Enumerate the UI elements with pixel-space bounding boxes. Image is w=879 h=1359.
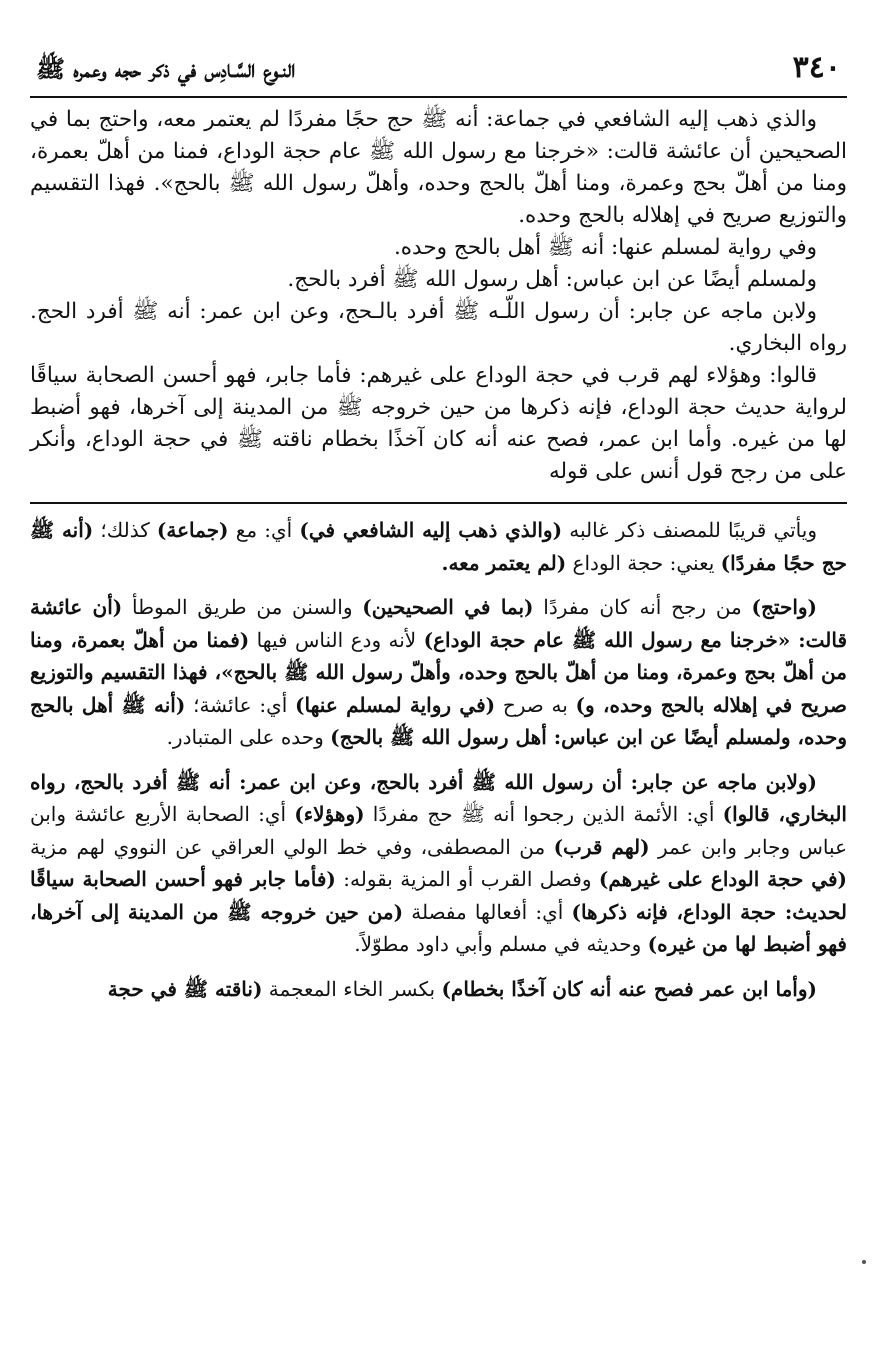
quoted-text: (وهؤلاء) [294,802,365,826]
main-paragraph: ولابن ماجه عن جابر: أن رسول اللّـه ﷺ أفرد بالـحج، وعن ابن عمر: أنه ﷺ أفرد الحج. رواه البخاري. [30,299,847,356]
gloss-text: وفصل القرب أو المزية بقوله: [335,867,599,891]
gloss-text: أي: أفعالها مفصلة [403,899,572,924]
gloss-text: من المصطفى، وفي خط الولي العراقي عن النووي لهم مزية [30,834,554,859]
commentary-paragraph [30,973,847,1006]
commentary-paragraph [30,591,847,754]
quoted-text: (وأما ابن عمر فصح عنه أنه كان آخذًا بخطام) [441,976,817,1001]
quoted-text: (في حجة الوداع على غيرهم) [598,867,847,891]
margin-dot [862,1260,866,1264]
page-number: ٣٤٠ [792,50,841,85]
quoted-text: (أنه ﷺ حج حجًا مفردًا) [30,518,847,575]
quoted-text: (ناقته ﷺ في حجة [107,976,263,1001]
quoted-text: (أن عائشة قالت: «خرجنا مع رسول الله ﷺ عام حجة الوداع) [30,595,848,652]
commentary-paragraph [30,514,847,579]
header-rule [30,96,847,98]
main-paragraph: والذي ذهب إليه الشافعي في جماعة: أنه ﷺ حج حجًا مفردًا لم يعتمر معه، واحتج بما في الصحيحين أن عائشة قالت: «خرجنا مع رسول الله ﷺ عام حجة الوداع، فمنا من أهلّ بعمرة، ومنا من أهلّ بحج وعمرة، ومنا أهلّ بالحج وحده، وأهلّ رسول الله ﷺ بالحج». فهذا التقسيم والتوزيع صريح في إهلاله بالحج وحده. [30,107,847,228]
gloss-text: كذلك؛ [93,518,157,542]
running-title: النـوع السَّـادِس في ذكر حجه وعمره ﷺ [36,54,296,83]
quoted-text: (والذي ذهب إليه الشافعي في) [299,518,563,542]
commentary [30,514,847,1005]
quoted-text: (في رواية لمسلم عنها) [295,692,496,717]
quoted-text: (من حين خروجه ﷺ من المدينة إلى آخرها، فهو أضبط لها من غيره) [30,899,847,956]
gloss-text: وحده على المتبادر. [166,725,331,749]
quoted-text: (لم يعتمر معه. [441,550,567,575]
main-paragraph: قالوا: وهؤلاء لهم قرب في حجة الوداع على غيرهم: فأما جابر، فهو أحسن الصحابة سياقًا لرواية حديث حجة الوداع، فإنه ذكرها من حين خروجه ﷺ من المدينة إلى آخرها، فهو أضبط لها من غيره. وأما ابن عمر، فصح عنه أنه كان آخذًا بخطام ناقته ﷺ في حجة الوداع، وأنكر على من رجح قول أنس على قوله [30,363,847,484]
quoted-text: (لهم قرب) [553,834,650,859]
quoted-text: (فمنا من أهلّ بعمرة، ومنا من أهلّ بحج وعمرة، ومنا من أهلّ بالحج وحده، وأهلّ رسول الله ﷺ بالحج»، فهذا التقسيم والتوزيع صريح في إهلاله بالحج وحده، و) [30,627,847,717]
quoted-text: (ولابن ماجه عن جابر: أن رسول الله ﷺ أفرد بالحج، وعن ابن عمر: أنه ﷺ أفرد بالحج، رواه البخاري، قالوا) [30,769,847,826]
gloss-text: أي: مع [228,518,300,542]
main-paragraph: ولمسلم أيضًا عن ابن عباس: أهل رسول الله ﷺ أفرد بالحج. [287,267,817,292]
page-header [30,44,847,94]
quoted-text: (بما في الصحيحين) [362,595,534,619]
gloss-text: به صرح [495,692,576,717]
main-text [30,104,847,488]
gloss-text: بكسر الخاء المعجمة [262,976,442,1001]
quoted-text: (فأما جابر فهو أحسن الصحابة سياقًا لحديث: حجة الوداع، فإنه ذكرها) [30,867,847,924]
gloss-text: أي: الصحابة الأربع عائشة وابن عباس وجابر وابن عمر [30,802,847,859]
commentary-paragraph [30,766,847,961]
quoted-text: (أنه ﷺ أهل بالحج وحده، ولمسلم أيضًا عن ابن عباس: أهل رسول الله ﷺ بالحج) [30,692,847,749]
gloss-text: أي: الأئمة الذين رجحوا أنه ﷺ حج مفردًا [364,802,723,826]
main-paragraph: وفي رواية لمسلم عنها: أنه ﷺ أهل بالحج وحده. [393,235,817,260]
gloss-text: وحديثه في مسلم وأبي داود مطوّلاً. [354,932,648,956]
quoted-text: (واحتج) [751,595,817,619]
gloss-text: لأنه ودع الناس فيها [249,627,424,652]
gloss-text: ويأتي قريبًا للمصنف ذكر غالبه [562,518,817,542]
separator-rule [30,502,847,504]
book-page [30,44,847,1334]
gloss-text: أي: عائشة؛ [185,692,296,717]
gloss-text: يعني: حجة الوداع [566,550,721,575]
gloss-text: من رجح أنه كان مفردًا [533,595,752,619]
gloss-text: والسنن من طريق الموطأ [122,595,363,619]
quoted-text: (جماعة) [156,518,229,542]
